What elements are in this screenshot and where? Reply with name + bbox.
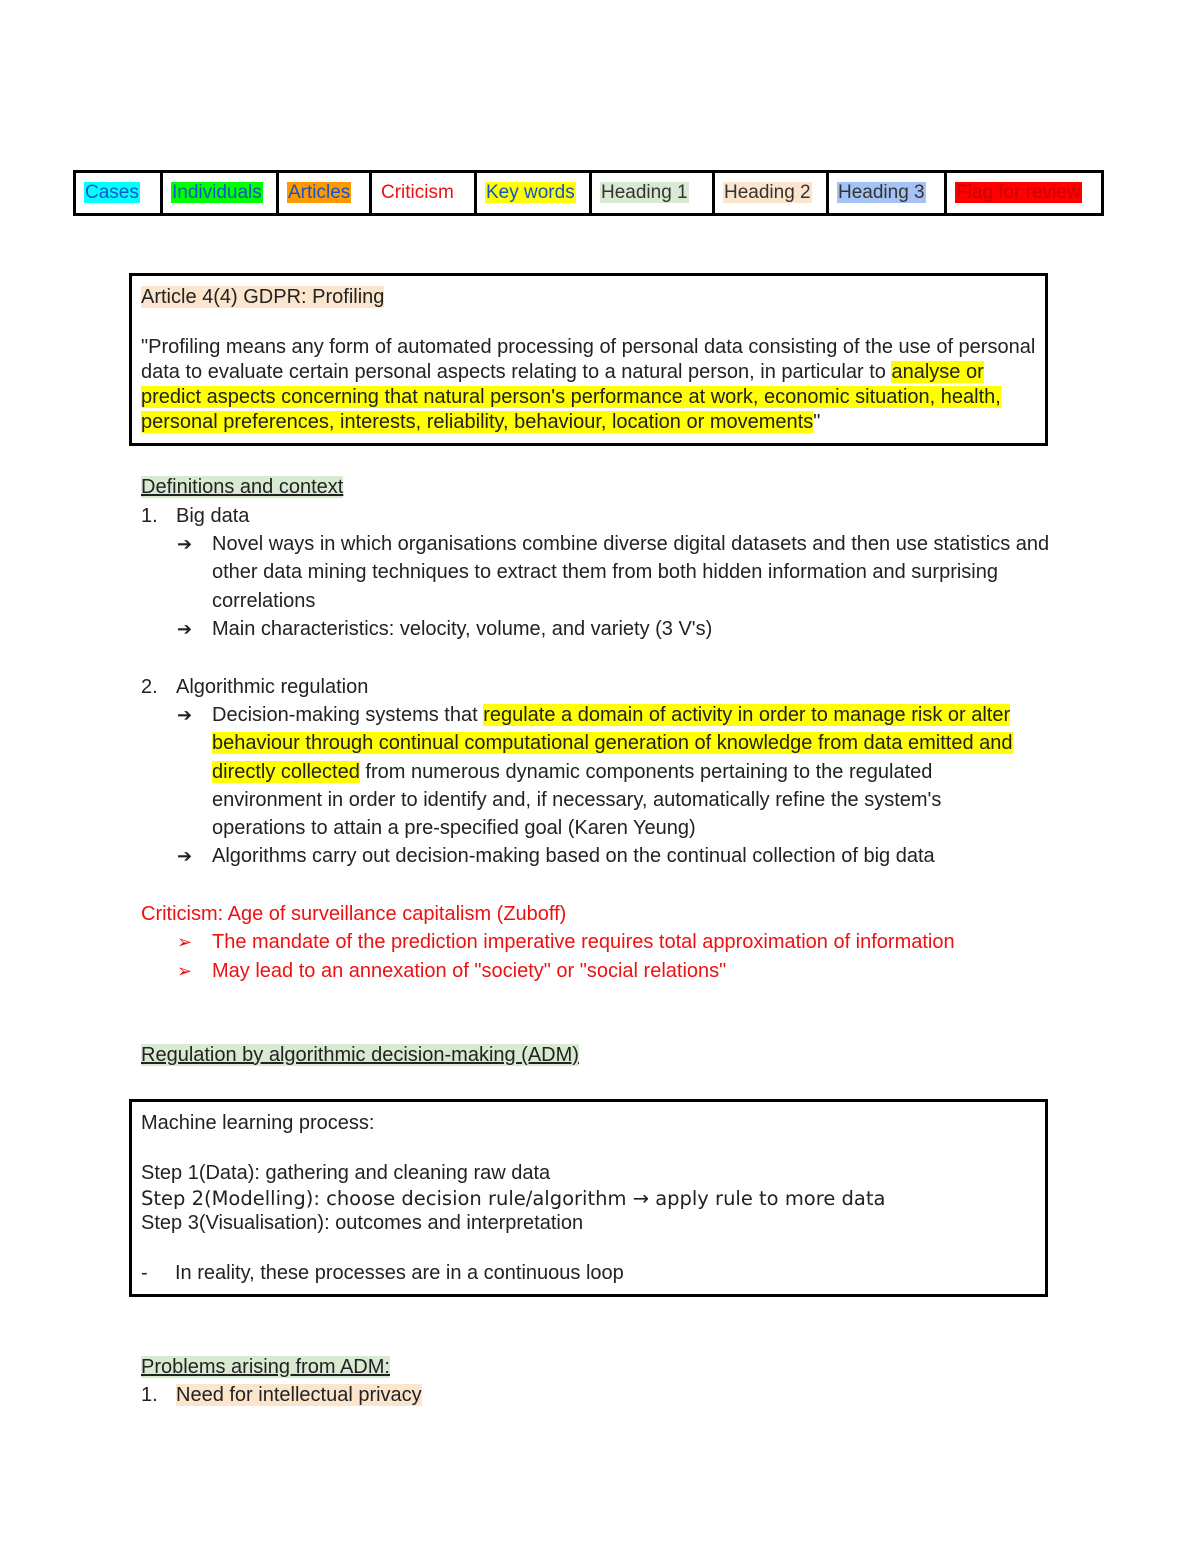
criticism-bullet-1: The mandate of the prediction imperative requires total approximation of information — [212, 931, 955, 953]
algorithmic-regulation-bullet-2: Algorithms carry out decision-making based on the continual collection of big data — [212, 845, 935, 867]
legend-articles: Articles — [278, 172, 371, 215]
big-data-label: Big data — [176, 505, 250, 527]
article-title: Article 4(4) GDPR: Profiling — [141, 286, 385, 308]
algorithmic-regulation-bullet-1: Decision-making systems that regulate a domain of activity in order to manage risk or alter behaviour through continual computational generation of knowledge from data emitted and directly collected from numerous dynamic components pertaining to the regulated environment in order to identify and, if necessary, automatically refine the system's operations to attain a pre-specified goal (Karen Yeung) — [212, 704, 1013, 840]
big-data-bullet-1: Novel ways in which organisations combine diverse digital datasets and then use statistics and other data mining techniques to extract them from both hidden information and surprising correlations — [212, 533, 1050, 612]
legend-heading-3: Heading 3 — [828, 172, 946, 215]
regulation-highlight: regulate a domain of activity in order to manage risk or alter behaviour through continual computational generation of knowledge from data emitted and directly collected — [212, 704, 1013, 783]
arrowhead-icon: ➢ — [177, 961, 193, 981]
legend-heading-1: Heading 1 — [591, 172, 714, 215]
regulation-heading: Regulation by algorithmic decision-making (ADM) — [141, 1044, 579, 1066]
ml-process-title: Machine learning process: — [141, 1112, 375, 1134]
list-number-1: 1. — [141, 1384, 158, 1406]
machine-learning-box — [129, 1099, 1048, 1297]
article-definition-box — [129, 273, 1048, 446]
arrow-icon: ➔ — [177, 846, 193, 866]
dash-marker: - — [141, 1262, 148, 1284]
intellectual-privacy-item: Need for intellectual privacy — [176, 1384, 422, 1406]
color-legend — [73, 170, 1104, 216]
arrow-icon: ➔ — [177, 534, 193, 554]
quote-highlight: analyse or predict aspects concerning that natural person's performance at work, economic situation, health, personal preferences, interests, reliability, behaviour, location or movements — [141, 361, 1001, 433]
article-quote — [141, 335, 1036, 435]
quote-text: "Profiling means any form of automated processing of personal data consisting of the use of personal data to evaluate certain personal aspects relating to a natural person, in particular to — [141, 336, 1036, 383]
step-2: Step 2(Modelling): choose decision rule/algorithm → apply rule to more data — [141, 1187, 886, 1210]
list-number-1: 1. — [141, 505, 158, 527]
legend-key-words: Key words — [476, 172, 591, 215]
problems-heading: Problems arising from ADM: — [141, 1356, 390, 1378]
algorithmic-regulation-label: Algorithmic regulation — [176, 676, 369, 698]
criticism-bullet-2: May lead to an annexation of "society" or "social relations" — [212, 960, 727, 982]
legend-criticism: Criticism — [371, 172, 476, 215]
big-data-bullet-2: Main characteristics: velocity, volume, and variety (3 V's) — [212, 618, 713, 640]
step-1: Step 1(Data): gathering and cleaning raw data — [141, 1162, 551, 1184]
loop-note — [141, 1261, 1036, 1286]
criticism-title: Criticism: Age of surveillance capitalism (Zuboff) — [141, 903, 567, 925]
list-number-2: 2. — [141, 676, 158, 698]
definitions-heading: Definitions and context — [141, 476, 344, 498]
arrow-icon: ➔ — [177, 619, 193, 639]
arrowhead-icon: ➢ — [177, 932, 193, 952]
legend-heading-2: Heading 2 — [714, 172, 828, 215]
legend-individuals: Individuals — [162, 172, 278, 215]
quote-end: " — [813, 411, 821, 433]
step-3: Step 3(Visualisation): outcomes and interpretation — [141, 1212, 584, 1234]
legend-cases: Cases — [75, 172, 162, 215]
legend-flag-for-review: Flag for review — [946, 172, 1103, 215]
arrow-icon: ➔ — [177, 705, 193, 725]
loop-note-text: In reality, these processes are in a continuous loop — [175, 1262, 624, 1284]
